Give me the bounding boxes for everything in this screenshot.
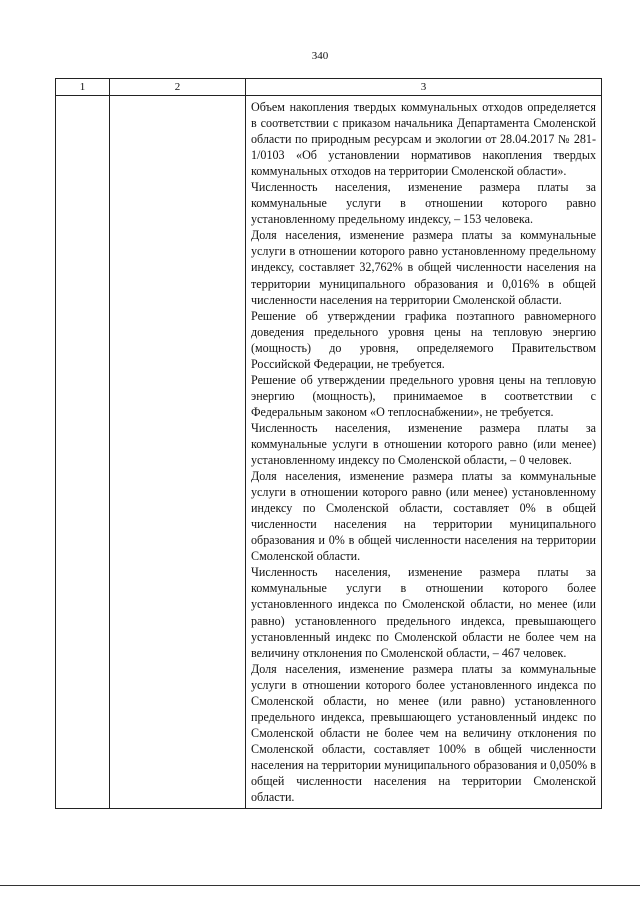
paragraph-population-above-index: Численность населения, изменение размера платы за коммунальные услуги в отношении которого более установленного индекса по Смоленской области, но менее (или равно) установленного предельного индекса, превышающего установленный индекс по Смоленской области не более чем на величину отклонения по Смоленской области, – 467 человек. bbox=[251, 565, 596, 660]
paragraph-population-equal-limit: Численность населения, изменение размера платы за коммунальные услуги в отношении которого равно установленному предельному индексу, – 153 человека. bbox=[251, 180, 596, 227]
paragraph-heat-price-schedule: Решение об утверждении графика поэтапного равномерного доведения предельного уровня цены на тепловую энергию (мощность) до уровня, определяемого Правительством Российской Федерации, не требуется. bbox=[251, 308, 596, 371]
table-row bbox=[56, 96, 602, 809]
paragraph-waste-volume: Объем накопления твердых коммунальных отходов определяется в соответствии с приказом начальника Департамента Смоленской области по природным ресурсам и экологии от 28.04.2017 № 281-1/0103 «Об установлении нормативов накопления твердых коммунальных отходов на территории Смоленской области». bbox=[251, 100, 596, 179]
table-header-row bbox=[56, 79, 602, 96]
paragraph-share-above-index: Доля населения, изменение размера платы за коммунальные услуги в отношении которого более установленного индекса по Смоленской области, но менее (или равно) установленного предельного индекса, превышающего установленный индекс по Смоленской области не более чем на величину отклонения по Смоленской области, составляет 100% в общей численности населения на территории муниципального образования и 0,050% в общей численности населения на территории Смоленской области. bbox=[251, 661, 596, 805]
paragraph-share-equal-limit: Доля населения, изменение размера платы за коммунальные услуги в отношении которого равно установленному предельному индексу, составляет 32,762% в общей численности населения на территории муниципального образования и 0,016% в общей численности населения на территории Смоленской области. bbox=[251, 228, 596, 307]
column-header-2: 2 bbox=[110, 79, 246, 96]
column-header-3: 3 bbox=[246, 79, 602, 96]
document-table bbox=[55, 78, 602, 809]
paragraph-share-equal-or-less-index: Доля населения, изменение размера платы за коммунальные услуги в отношении которого равно (или менее) установленному индексу по Смоленской области, составляет 0% в общей численности населения на территории муниципального образования и 0% в общей численности населения на территории Смоленской области. bbox=[251, 469, 596, 564]
column-3-cell bbox=[246, 96, 602, 809]
paragraph-population-equal-or-less-index: Численность населения, изменение размера платы за коммунальные услуги в отношении которого равно (или менее) установленному индексу по Смоленской области, – 0 человек. bbox=[251, 420, 596, 468]
paragraph-heat-price-limit: Решение об утверждении предельного уровня цены на тепловую энергию (мощность), принимаемое в соответствии с Федеральным законом «О теплоснабжении», не требуется. bbox=[251, 372, 596, 419]
footer-rule bbox=[0, 885, 640, 886]
column-2-cell bbox=[110, 96, 246, 809]
page-number: 340 bbox=[311, 50, 329, 62]
column-1-cell bbox=[56, 96, 110, 809]
column-header-1: 1 bbox=[56, 79, 110, 96]
